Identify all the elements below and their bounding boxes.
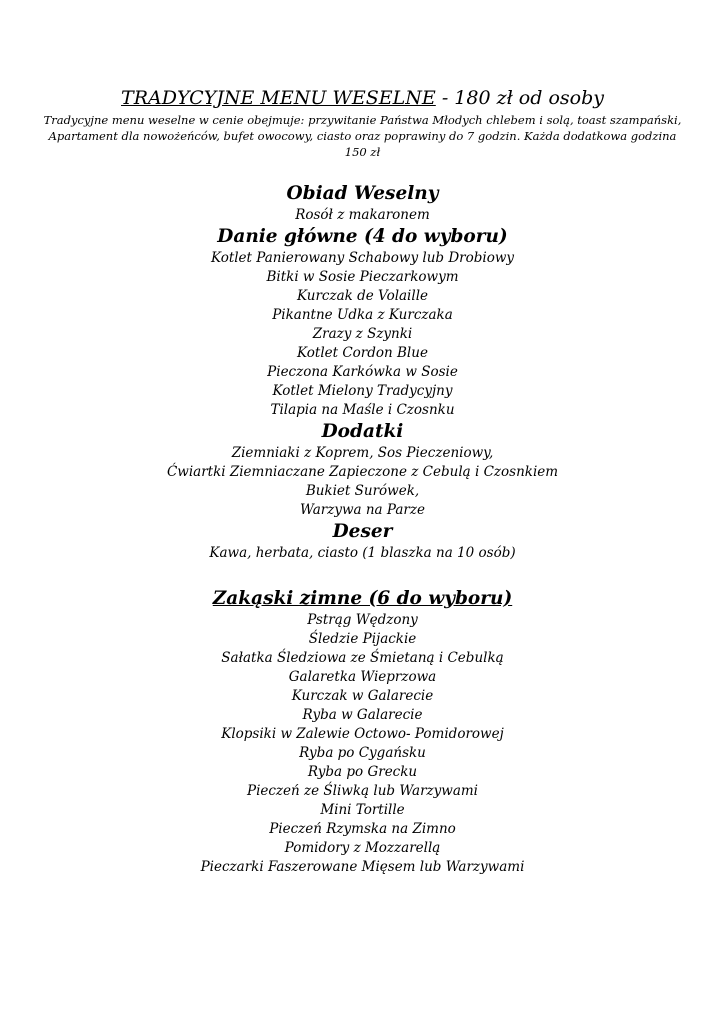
menu-price: - 180 zł od osoby — [435, 87, 604, 109]
menu-item: Ziemniaki z Koprem, Sos Pieczeniowy, — [231, 445, 494, 461]
menu-item: Ryba po Cygańsku — [299, 745, 426, 761]
items-danie-glowne — [0, 249, 725, 420]
section-heading-obiad: Obiad Weselny — [286, 183, 439, 204]
section-heading-zakaski-text: Zakąski zimne (6 do wyboru) — [212, 588, 513, 609]
section-obiad — [0, 182, 725, 225]
section-heading-deser: Deser — [332, 521, 393, 542]
menu-item: Śledzie Pijackie — [308, 631, 417, 647]
menu-item: Bukiet Surówek, — [305, 483, 420, 499]
menu-item: Pomidory z Mozzarellą — [284, 840, 441, 856]
menu-item: Kawa, herbata, ciasto (1 blaszka na 10 osób) — [209, 545, 516, 561]
items-obiad — [0, 206, 725, 225]
items-deser — [0, 544, 725, 563]
menu-item: Ćwiartki Ziemniaczane Zapieczone z Cebulą i Czosnkiem — [166, 464, 559, 480]
menu-item: Kotlet Mielony Tradycyjny — [272, 383, 453, 399]
section-danie-glowne — [0, 225, 725, 420]
menu-title-text: TRADYCYJNE MENU WESELNE — [121, 87, 436, 109]
section-zakaski — [0, 587, 725, 877]
menu-item: Kurczak de Volaille — [297, 288, 428, 304]
menu-intro: Tradycyjne menu weselne w cenie obejmuje: przywitanie Państwa Młodych chlebem i solą, toast szampański, Apartament dla nowożeńców, bufet owocowy, ciasto oraz poprawiny do 7 godzin. Każda dodatkowa godzina 150 zł — [43, 113, 682, 159]
items-zakaski — [0, 611, 725, 877]
menu-item: Galaretka Wieprzowa — [288, 669, 437, 685]
menu-item: Kurczak w Galarecie — [291, 688, 434, 704]
menu-item: Pieczona Karkówka w Sosie — [267, 364, 458, 380]
items-dodatki — [0, 444, 725, 520]
menu-item: Kotlet Panierowany Schabowy lub Drobiowy — [210, 250, 515, 266]
menu-item: Ryba po Grecku — [307, 764, 418, 780]
menu-item: Ryba w Galarecie — [302, 707, 423, 723]
menu-item: Kotlet Cordon Blue — [297, 345, 428, 361]
section-heading-dodatki: Dodatki — [321, 421, 404, 442]
section-heading-danie-glowne: Danie główne (4 do wyboru) — [217, 226, 508, 247]
section-dodatki — [0, 420, 725, 520]
menu-item: Rosół z makaronem — [295, 207, 430, 223]
menu-title — [0, 86, 725, 110]
menu-item: Pieczarki Faszerowane Mięsem lub Warzywami — [200, 859, 525, 875]
menu-item: Warzywa na Parze — [300, 502, 425, 518]
menu-item: Bitki w Sosie Pieczarkowym — [266, 269, 459, 285]
menu-item: Tilapia na Maśle i Czosnku — [270, 402, 455, 418]
menu-item: Pieczeń ze Śliwką lub Warzywami — [246, 783, 478, 799]
section-deser — [0, 520, 725, 563]
menu-item: Pieczeń Rzymska na Zimno — [269, 821, 456, 837]
menu-item: Sałatka Śledziowa ze Śmietaną i Cebulką — [221, 650, 504, 666]
section-heading-zakaski — [0, 587, 725, 611]
menu-item: Mini Tortille — [320, 802, 405, 818]
menu-item: Pikantne Udka z Kurczaka — [272, 307, 453, 323]
menu-item: Pstrąg Wędzony — [307, 612, 418, 628]
menu-item: Klopsiki w Zalewie Octowo- Pomidorowej — [221, 726, 504, 742]
menu-item: Zrazy z Szynki — [312, 326, 413, 342]
